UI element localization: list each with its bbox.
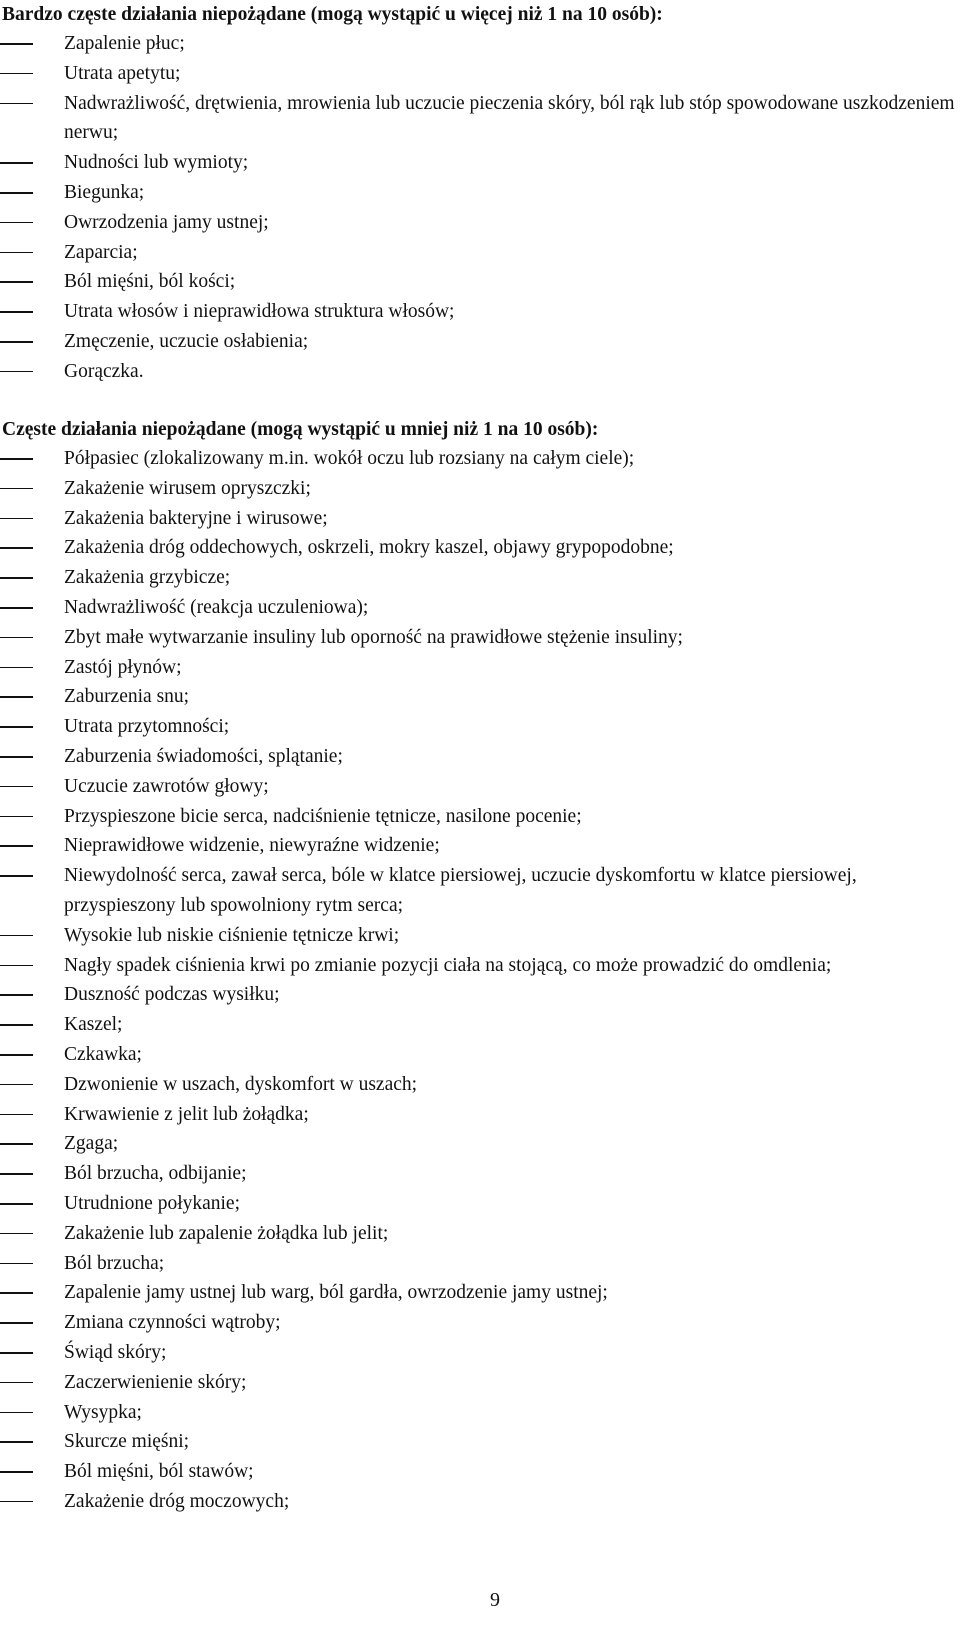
dash-bullet-icon bbox=[0, 222, 33, 224]
list-item bbox=[0, 623, 960, 653]
list-item-text: Nieprawidłowe widzenie, niewyraźne widzenie; bbox=[64, 835, 440, 857]
list-item bbox=[0, 148, 960, 178]
list-item-text: Owrzodzenia jamy ustnej; bbox=[64, 211, 269, 233]
list-item-text: Zaczerwienienie skóry; bbox=[64, 1371, 247, 1393]
list-item-text: Przyspieszone bicie serca, nadciśnienie tętnicze, nasilone pocenie; bbox=[64, 805, 582, 827]
list-item-text: Utrata apetytu; bbox=[64, 62, 181, 84]
list-item-text: Gorączka. bbox=[64, 360, 144, 382]
list-item bbox=[0, 297, 960, 327]
list-item bbox=[0, 682, 960, 712]
list-item bbox=[0, 1189, 960, 1219]
dash-bullet-icon bbox=[0, 1322, 33, 1324]
list-item-text: Nadwrażliwość (reakcja uczuleniowa); bbox=[64, 596, 369, 618]
list-item-text: Zakażenia grzybicze; bbox=[64, 567, 231, 589]
dash-bullet-icon bbox=[0, 1054, 33, 1056]
list-item bbox=[0, 1427, 960, 1457]
list-item bbox=[0, 1040, 960, 1070]
dash-bullet-icon bbox=[0, 518, 33, 520]
dash-bullet-icon bbox=[0, 577, 33, 579]
list-item bbox=[0, 59, 960, 89]
dash-bullet-icon bbox=[0, 281, 33, 283]
list-item-text: Nudności lub wymioty; bbox=[64, 152, 249, 174]
list-item-text: Dzwonienie w uszach, dyskomfort w uszach; bbox=[64, 1073, 418, 1095]
list-item-text: Krwawienie z jelit lub żołądka; bbox=[64, 1103, 309, 1125]
list-item bbox=[0, 357, 960, 387]
list-item bbox=[0, 772, 960, 802]
page-number: 9 bbox=[490, 1589, 500, 1611]
dash-bullet-icon bbox=[0, 1114, 33, 1116]
dash-bullet-icon bbox=[0, 935, 33, 937]
list-item-text: Nadwrażliwość, drętwienia, mrowienia lub uczucie pieczenia skóry, ból rąk lub stóp spowodowane uszkodzeniem nerwu; bbox=[64, 92, 955, 144]
dash-bullet-icon bbox=[0, 875, 33, 877]
dash-bullet-icon bbox=[0, 845, 33, 847]
list-item bbox=[0, 1368, 960, 1398]
list-item-text: Zgaga; bbox=[64, 1133, 119, 1155]
list-item bbox=[0, 802, 960, 832]
list-item-text: Zakażenie dróg moczowych; bbox=[64, 1490, 290, 1512]
list-item bbox=[0, 29, 960, 59]
list-item-text: Utrata przytomności; bbox=[64, 716, 230, 738]
list-item bbox=[0, 1219, 960, 1249]
dash-bullet-icon bbox=[0, 1441, 33, 1443]
list-item bbox=[0, 504, 960, 534]
list-item-text: Wysokie lub niskie ciśnienie tętnicze krwi; bbox=[64, 924, 400, 946]
list-item bbox=[0, 1070, 960, 1100]
dash-bullet-icon bbox=[0, 994, 33, 996]
list-item bbox=[0, 267, 960, 297]
list-item-text: Zaparcia; bbox=[64, 241, 138, 263]
dash-bullet-icon bbox=[0, 1382, 33, 1384]
dash-bullet-icon bbox=[0, 965, 33, 967]
list-item bbox=[0, 1487, 960, 1517]
dash-bullet-icon bbox=[0, 311, 33, 313]
list-item bbox=[0, 1010, 960, 1040]
list-item-text: Zaburzenia świadomości, splątanie; bbox=[64, 745, 343, 767]
list-item bbox=[0, 1308, 960, 1338]
list-item bbox=[0, 861, 960, 921]
dash-bullet-icon bbox=[0, 607, 33, 609]
list-item-text: Biegunka; bbox=[64, 181, 145, 203]
list-item-text: Utrudnione połykanie; bbox=[64, 1192, 241, 1214]
list-item bbox=[0, 178, 960, 208]
list-item-text: Ból brzucha; bbox=[64, 1252, 165, 1274]
list-item-text: Półpasiec (zlokalizowany m.in. wokół oczu lub rozsiany na całym ciele); bbox=[64, 448, 635, 469]
list-item bbox=[0, 89, 960, 149]
list-item-text: Świąd skóry; bbox=[64, 1341, 167, 1363]
dash-bullet-icon bbox=[0, 1471, 33, 1473]
list-item-text: Zastój płynów; bbox=[64, 656, 182, 678]
list-item bbox=[0, 980, 960, 1010]
list-item bbox=[0, 1398, 960, 1428]
list-item bbox=[0, 921, 960, 951]
list-item bbox=[0, 1159, 960, 1189]
dash-bullet-icon bbox=[0, 696, 33, 698]
list-item-text: Zbyt małe wytwarzanie insuliny lub oporność na prawidłowe stężenie insuliny; bbox=[64, 626, 683, 648]
list-item-text: Zaburzenia snu; bbox=[64, 686, 190, 708]
dash-bullet-icon bbox=[0, 786, 33, 788]
dash-bullet-icon bbox=[0, 1292, 33, 1294]
dash-bullet-icon bbox=[0, 726, 33, 728]
dash-bullet-icon bbox=[0, 371, 33, 373]
dash-bullet-icon bbox=[0, 756, 33, 758]
list-item bbox=[0, 653, 960, 683]
list-item bbox=[0, 1457, 960, 1487]
dash-bullet-icon bbox=[0, 458, 33, 460]
dash-bullet-icon bbox=[0, 341, 33, 343]
list-item-text: Zakażenia bakteryjne i wirusowe; bbox=[64, 507, 328, 529]
list-item-text: Zakażenia dróg oddechowych, oskrzeli, mokry kaszel, objawy grypopodobne; bbox=[64, 537, 674, 559]
list-item-text: Zakażenie wirusem opryszczki; bbox=[64, 477, 311, 499]
dash-bullet-icon bbox=[0, 1352, 33, 1354]
list-item-text: Duszność podczas wysiłku; bbox=[64, 984, 280, 1006]
dash-bullet-icon bbox=[0, 103, 33, 105]
dash-bullet-icon bbox=[0, 1084, 33, 1086]
section-title-very-common: Bardzo częste działania niepożądane (mogą wystąpić u więcej niż 1 na 10 osób): bbox=[2, 4, 663, 25]
list-item-text: Nagły spadek ciśnienia krwi po zmianie pozycji ciała na stojącą, co może prowadzić do omdlenia; bbox=[64, 954, 832, 976]
dash-bullet-icon bbox=[0, 162, 33, 164]
list-item bbox=[0, 327, 960, 357]
list-item-text: Zmęczenie, uczucie osłabienia; bbox=[64, 330, 309, 352]
dash-bullet-icon bbox=[0, 637, 33, 639]
list-item bbox=[0, 1100, 960, 1130]
list-common-effects bbox=[0, 444, 960, 1517]
list-item bbox=[0, 238, 960, 268]
list-item-text: Wysypka; bbox=[64, 1401, 142, 1423]
list-item bbox=[0, 831, 960, 861]
list-item-text: Zapalenie płuc; bbox=[64, 33, 185, 54]
dash-bullet-icon bbox=[0, 1233, 33, 1235]
list-item-text: Zakażenie lub zapalenie żołądka lub jelit; bbox=[64, 1222, 389, 1244]
dash-bullet-icon bbox=[0, 43, 33, 45]
list-item bbox=[0, 951, 960, 981]
list-item bbox=[0, 1129, 960, 1159]
list-item bbox=[0, 712, 960, 742]
dash-bullet-icon bbox=[0, 252, 33, 254]
list-item bbox=[0, 593, 960, 623]
dash-bullet-icon bbox=[0, 1412, 33, 1414]
list-item-text: Ból mięśni, ból kości; bbox=[64, 271, 236, 293]
list-item bbox=[0, 1278, 960, 1308]
list-item bbox=[0, 444, 960, 474]
list-item bbox=[0, 208, 960, 238]
list-item-text: Niewydolność serca, zawał serca, bóle w klatce piersiowej, uczucie dyskomfortu w klatce piersiowej, przyspieszony lub spowolniony rytm serca; bbox=[64, 865, 857, 916]
list-item-text: Ból brzucha, odbijanie; bbox=[64, 1163, 247, 1185]
list-item-text: Zmiana czynności wątroby; bbox=[64, 1312, 281, 1334]
list-item-text: Skurcze mięśni; bbox=[64, 1431, 190, 1453]
list-item bbox=[0, 533, 960, 563]
dash-bullet-icon bbox=[0, 1173, 33, 1175]
dash-bullet-icon bbox=[0, 1203, 33, 1205]
dash-bullet-icon bbox=[0, 1143, 33, 1145]
list-item-text: Utrata włosów i nieprawidłowa struktura włosów; bbox=[64, 301, 455, 323]
dash-bullet-icon bbox=[0, 488, 33, 490]
list-item-text: Uczucie zawrotów głowy; bbox=[64, 775, 269, 797]
dash-bullet-icon bbox=[0, 73, 33, 75]
list-item-text: Kaszel; bbox=[64, 1014, 123, 1036]
section-title-common: Częste działania niepożądane (mogą wystąpić u mniej niż 1 na 10 osób): bbox=[2, 419, 599, 440]
list-item-text: Ból mięśni, ból stawów; bbox=[64, 1461, 254, 1483]
list-item bbox=[0, 742, 960, 772]
dash-bullet-icon bbox=[0, 1263, 33, 1265]
dash-bullet-icon bbox=[0, 667, 33, 669]
list-item-text: Czkawka; bbox=[64, 1043, 142, 1065]
list-item bbox=[0, 1249, 960, 1279]
list-item-text: Zapalenie jamy ustnej lub warg, ból gardła, owrzodzenie jamy ustnej; bbox=[64, 1282, 608, 1304]
list-very-common-effects bbox=[0, 29, 960, 387]
dash-bullet-icon bbox=[0, 1024, 33, 1026]
dash-bullet-icon bbox=[0, 816, 33, 818]
dash-bullet-icon bbox=[0, 1501, 33, 1503]
list-item bbox=[0, 474, 960, 504]
dash-bullet-icon bbox=[0, 547, 33, 549]
list-item bbox=[0, 1338, 960, 1368]
dash-bullet-icon bbox=[0, 192, 33, 194]
list-item bbox=[0, 563, 960, 593]
